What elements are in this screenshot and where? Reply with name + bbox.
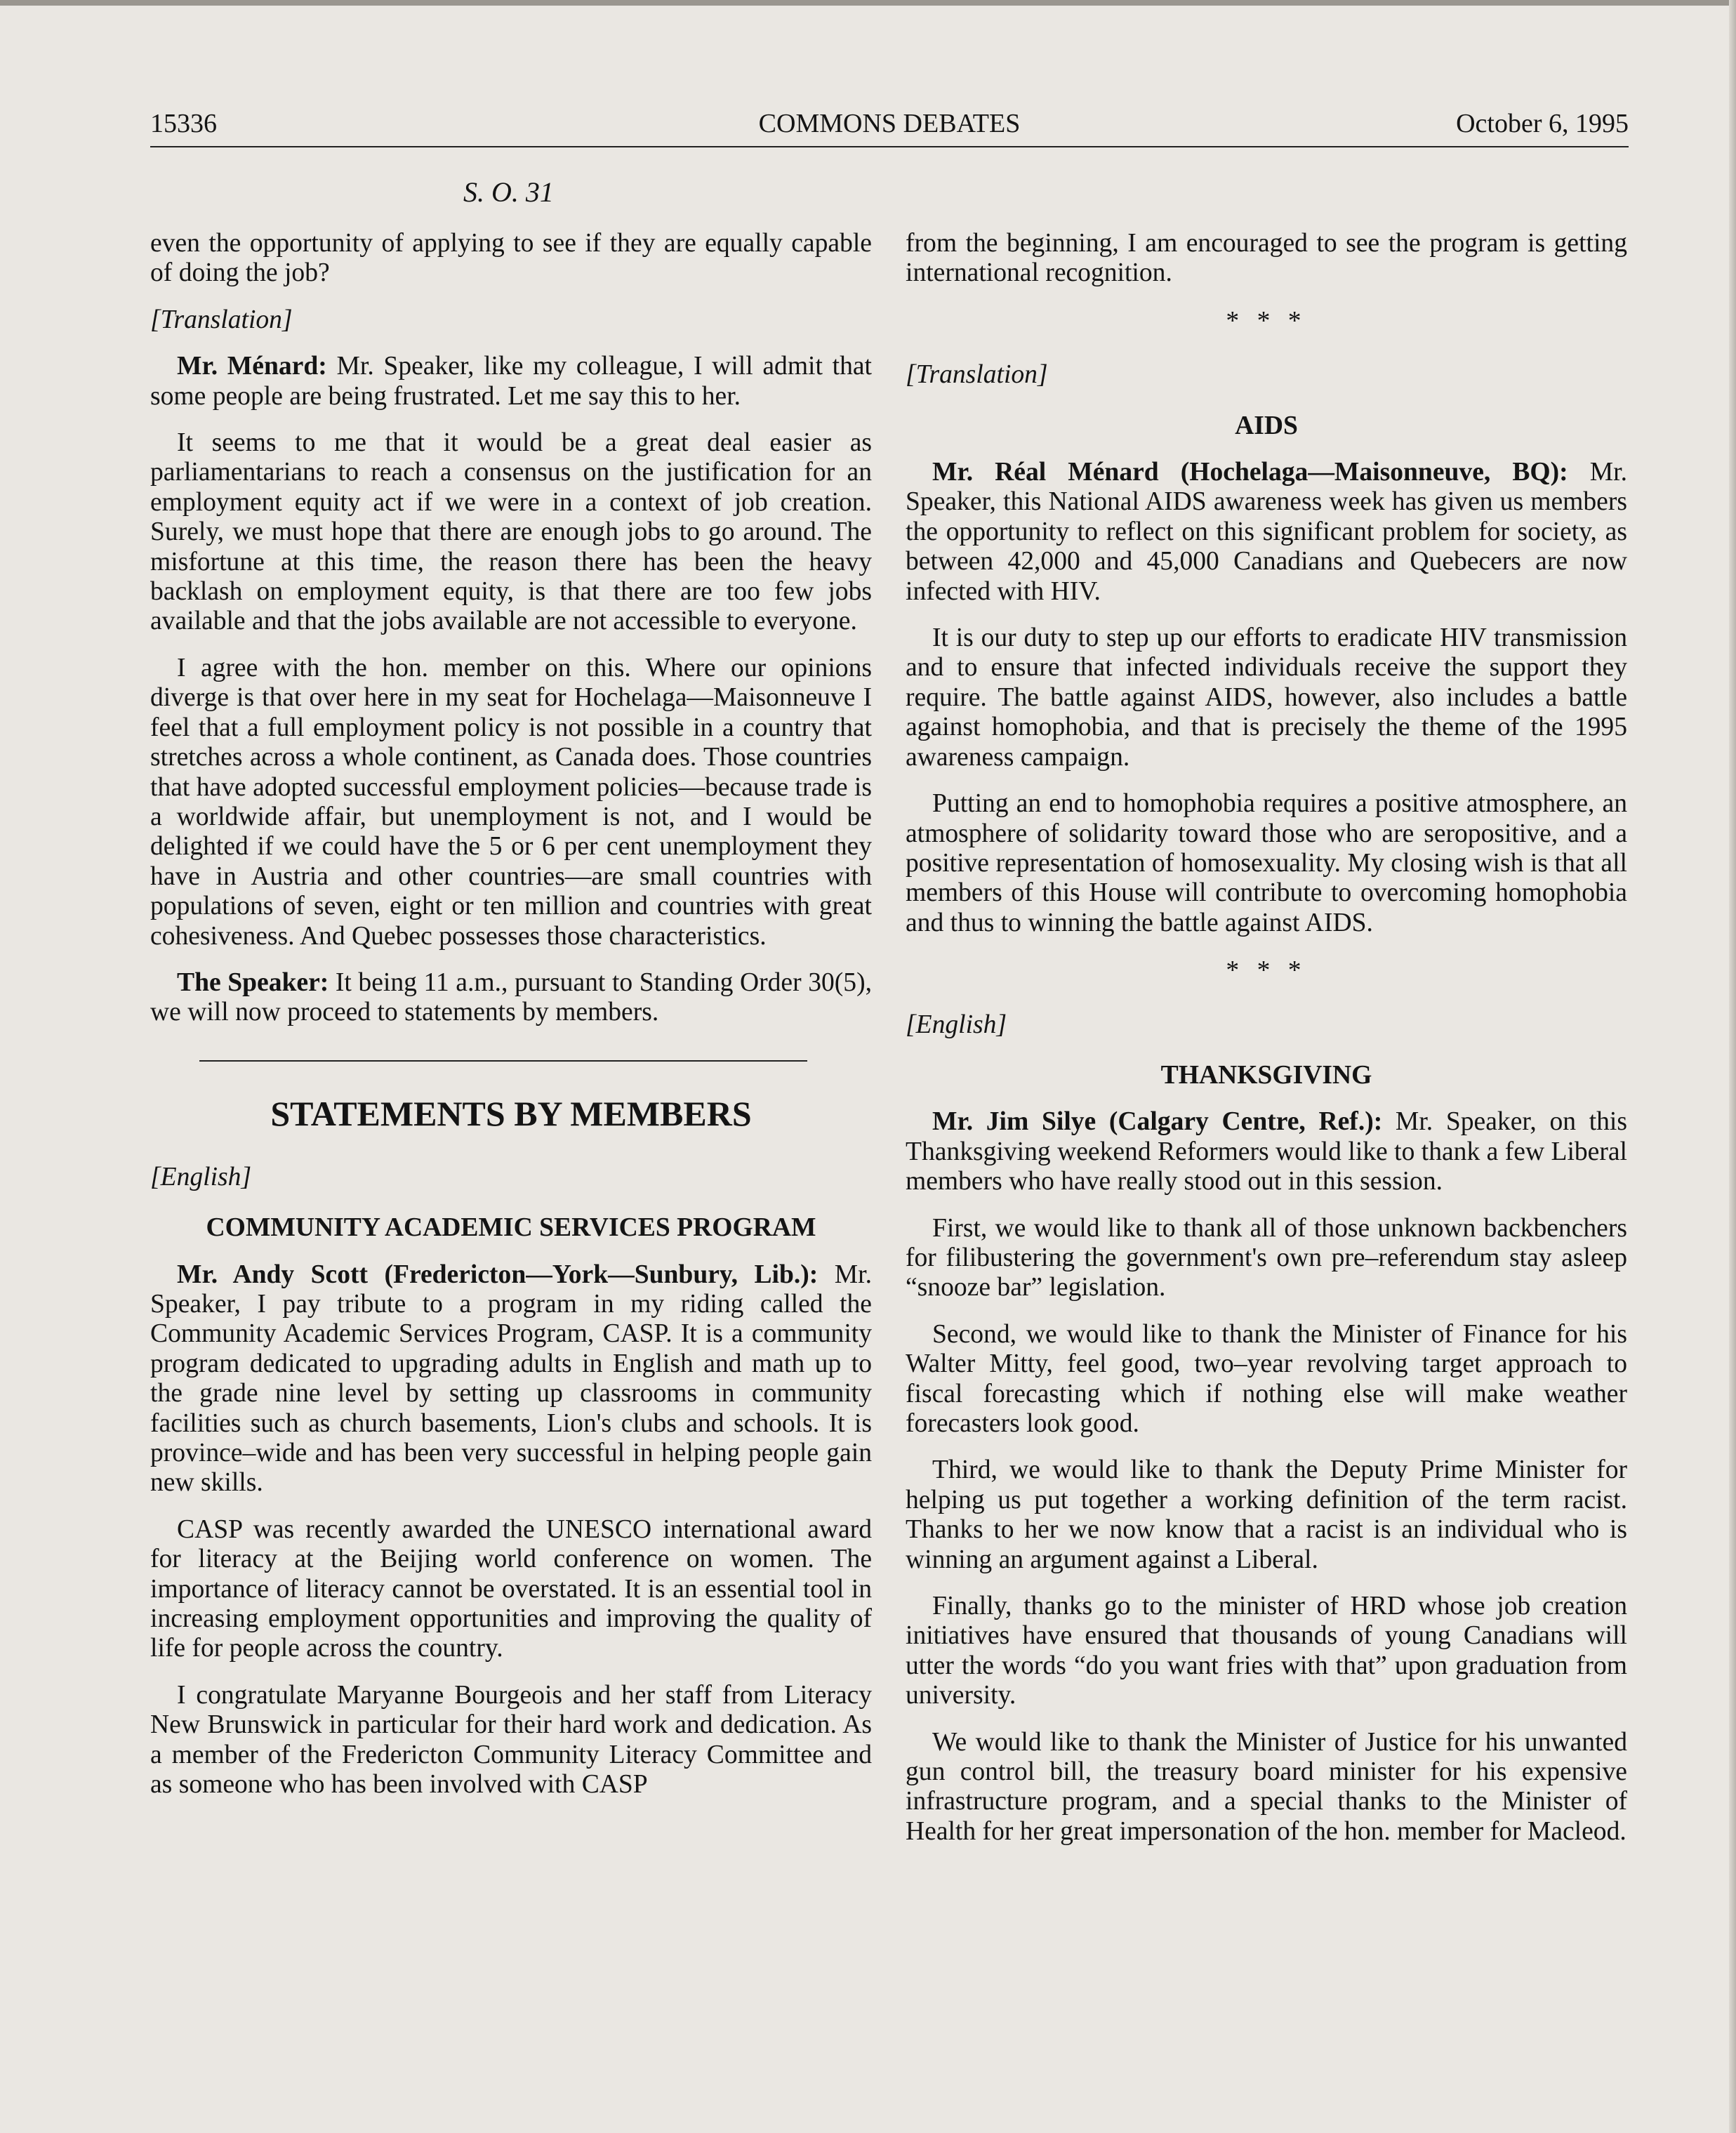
paragraph — [150, 352, 872, 411]
page-number: 15336 — [150, 109, 217, 138]
speaker-name: Mr. Andy Scott (Fredericton—York—Sunbury, Lib.): — [177, 1260, 819, 1289]
paragraph: It is our duty to step up our efforts to eradicate HIV transmission and to ensure that infected individuals receive the support they require. The battle against AIDS, however, also includes a battle against homophobia, and that is precisely the theme of the 1995 awareness campaign. — [906, 623, 1627, 772]
paragraph: Third, we would like to thank the Deputy Prime Minister for helping us put together a working definition of the term racist. Thanks to her we now know that a racist is an individual who is winning an argument against a Liberal. — [906, 1455, 1627, 1574]
paragraph: CASP was recently awarded the UNESCO international award for literacy at the Beijing world conference on women. The importance of literacy cannot be overstated. It is an essential tool in increasing employment opportunities and improving the quality of life for people across the country. — [150, 1514, 872, 1663]
paragraph — [150, 1260, 872, 1498]
left-column — [150, 229, 872, 1816]
publication-title: COMMONS DEBATES — [758, 109, 1021, 138]
language-tag: [Translation] — [906, 360, 1048, 390]
section-divider — [199, 1060, 807, 1062]
page-header — [150, 104, 1629, 146]
speaker-name: Mr. Jim Silye (Calgary Centre, Ref.): — [932, 1107, 1383, 1137]
paragraph-text: Mr. Speaker, like my colleague, I will admit that some people are being frustrated. Let me say this to her. — [150, 352, 873, 411]
language-tag: [English] — [906, 1010, 1007, 1039]
paragraph: It seems to me that it would be a great deal easier as parliamentarians to reach a consensus on the justification for an employment equity act if we were in a context of job creation. Surely, we must hope that there are enough jobs to go around. The misfortune at this time, the reason there has been the heavy backlash on employment equity, is that there are too few jobs available and that the jobs available are not accessible to everyone. — [150, 428, 872, 636]
speaker-name: Mr. Réal Ménard (Hochelaga—Maisonneuve, BQ): — [932, 458, 1568, 487]
statement-heading: COMMUNITY ACADEMIC SERVICES PROGRAM — [206, 1213, 816, 1243]
paragraph — [906, 458, 1627, 607]
paragraph — [150, 968, 872, 1028]
statement-heading: AIDS — [1235, 411, 1298, 440]
paragraph: Putting an end to homophobia requires a positive atmosphere, an atmosphere of solidarity toward those who are seropositive, and a positive representation of homosexuality. My closing wish is that all members of this House will contribute to overcoming homophobia and thus to winning the battle against AIDS. — [906, 789, 1627, 937]
paragraph: First, we would like to thank all of those unknown backbenchers for filibustering the government's own pre–referendum stay asleep “snooze bar” legislation. — [906, 1213, 1627, 1302]
section-break-stars: * * * — [1226, 956, 1307, 986]
paragraph: Second, we would like to thank the Minister of Finance for his Walter Mitty, feel good, two–year revolving target approach to fiscal forecasting which if nothing else will make weather forecasters look good. — [906, 1319, 1627, 1438]
header-rule — [150, 146, 1629, 147]
speaker-name: Mr. Ménard: — [177, 352, 327, 381]
paragraph: I congratulate Maryanne Bourgeois and her staff from Literacy New Brunswick in particular for their hard work and dedication. As a member of the Fredericton Community Literacy Committee and as someone who has been involved with CASP — [150, 1680, 872, 1799]
scan-edge — [0, 0, 1736, 6]
paragraph-text: Mr. Speaker, on this Thanksgiving weekend Reformers would like to thank a few Liberal members who have really stood out in this session. — [906, 1107, 1627, 1196]
paragraph: I agree with the hon. member on this. Where our opinions diverge is that over here in my seat for Hochelaga—Maisonneuve I feel that a full employment policy is not possible in a country that stretches across a whole continent, as Canada does. Those countries that have adopted successful employment policies—because trade is a worldwide affair, but unemployment is not, and I would be delighted if we could have the 5 or 6 per cent unemployment they have in Austria and other countries—are small countries with populations of seven, eight or ten million and countries with great cohesiveness. And Quebec possesses those characteristics. — [150, 653, 872, 951]
paragraph-text: Mr. Speaker, this National AIDS awareness week has given us members the opportunity to reflect on this significant problem for society, as between 42,000 and 45,000 Canadians and Quebecers are now infected with HIV. — [906, 458, 1627, 606]
paragraph: even the opportunity of applying to see if they are equally capable of doing the job? — [150, 229, 872, 288]
section-marker: S. O. 31 — [463, 176, 554, 208]
paragraph: Finally, thanks go to the minister of HRD whose job creation initiatives have ensured that thousands of young Canadians will utter the words “do you want fries with that” upon graduation from university. — [906, 1592, 1627, 1710]
right-column — [906, 229, 1627, 1863]
paragraph: We would like to thank the Minister of Justice for his unwanted gun control bill, the treasury board minister for his expensive infrastructure program, and a special thanks to the Minister of Health for her great impersonation of the hon. member for Macleod. — [906, 1727, 1627, 1846]
paragraph-text: It being 11 a.m., pursuant to Standing Order 30(5), we will now proceed to statements by members. — [150, 968, 873, 1027]
header-date: October 6, 1995 — [1456, 109, 1629, 138]
section-break-stars: * * * — [1226, 306, 1307, 336]
paragraph-text: Mr. Speaker, I pay tribute to a program in my riding called the Community Academic Services Program, CASP. It is a community program dedicated to upgrading adults in English and math up to the grade nine level by setting up classrooms in community facilities such as church basements, Lion's clubs and schools. It is province–wide and has been very successful in helping people gain new skills. — [150, 1260, 872, 1498]
section-title: STATEMENTS BY MEMBERS — [270, 1093, 752, 1133]
paragraph: from the beginning, I am encouraged to see the program is getting international recognition. — [906, 229, 1627, 288]
paragraph — [906, 1107, 1627, 1196]
speaker-name: The Speaker: — [177, 968, 329, 997]
language-tag: [English] — [150, 1162, 252, 1191]
statement-heading: THANKSGIVING — [1160, 1060, 1372, 1090]
language-tag: [Translation] — [150, 305, 293, 334]
scan-edge-right — [1729, 0, 1736, 2133]
